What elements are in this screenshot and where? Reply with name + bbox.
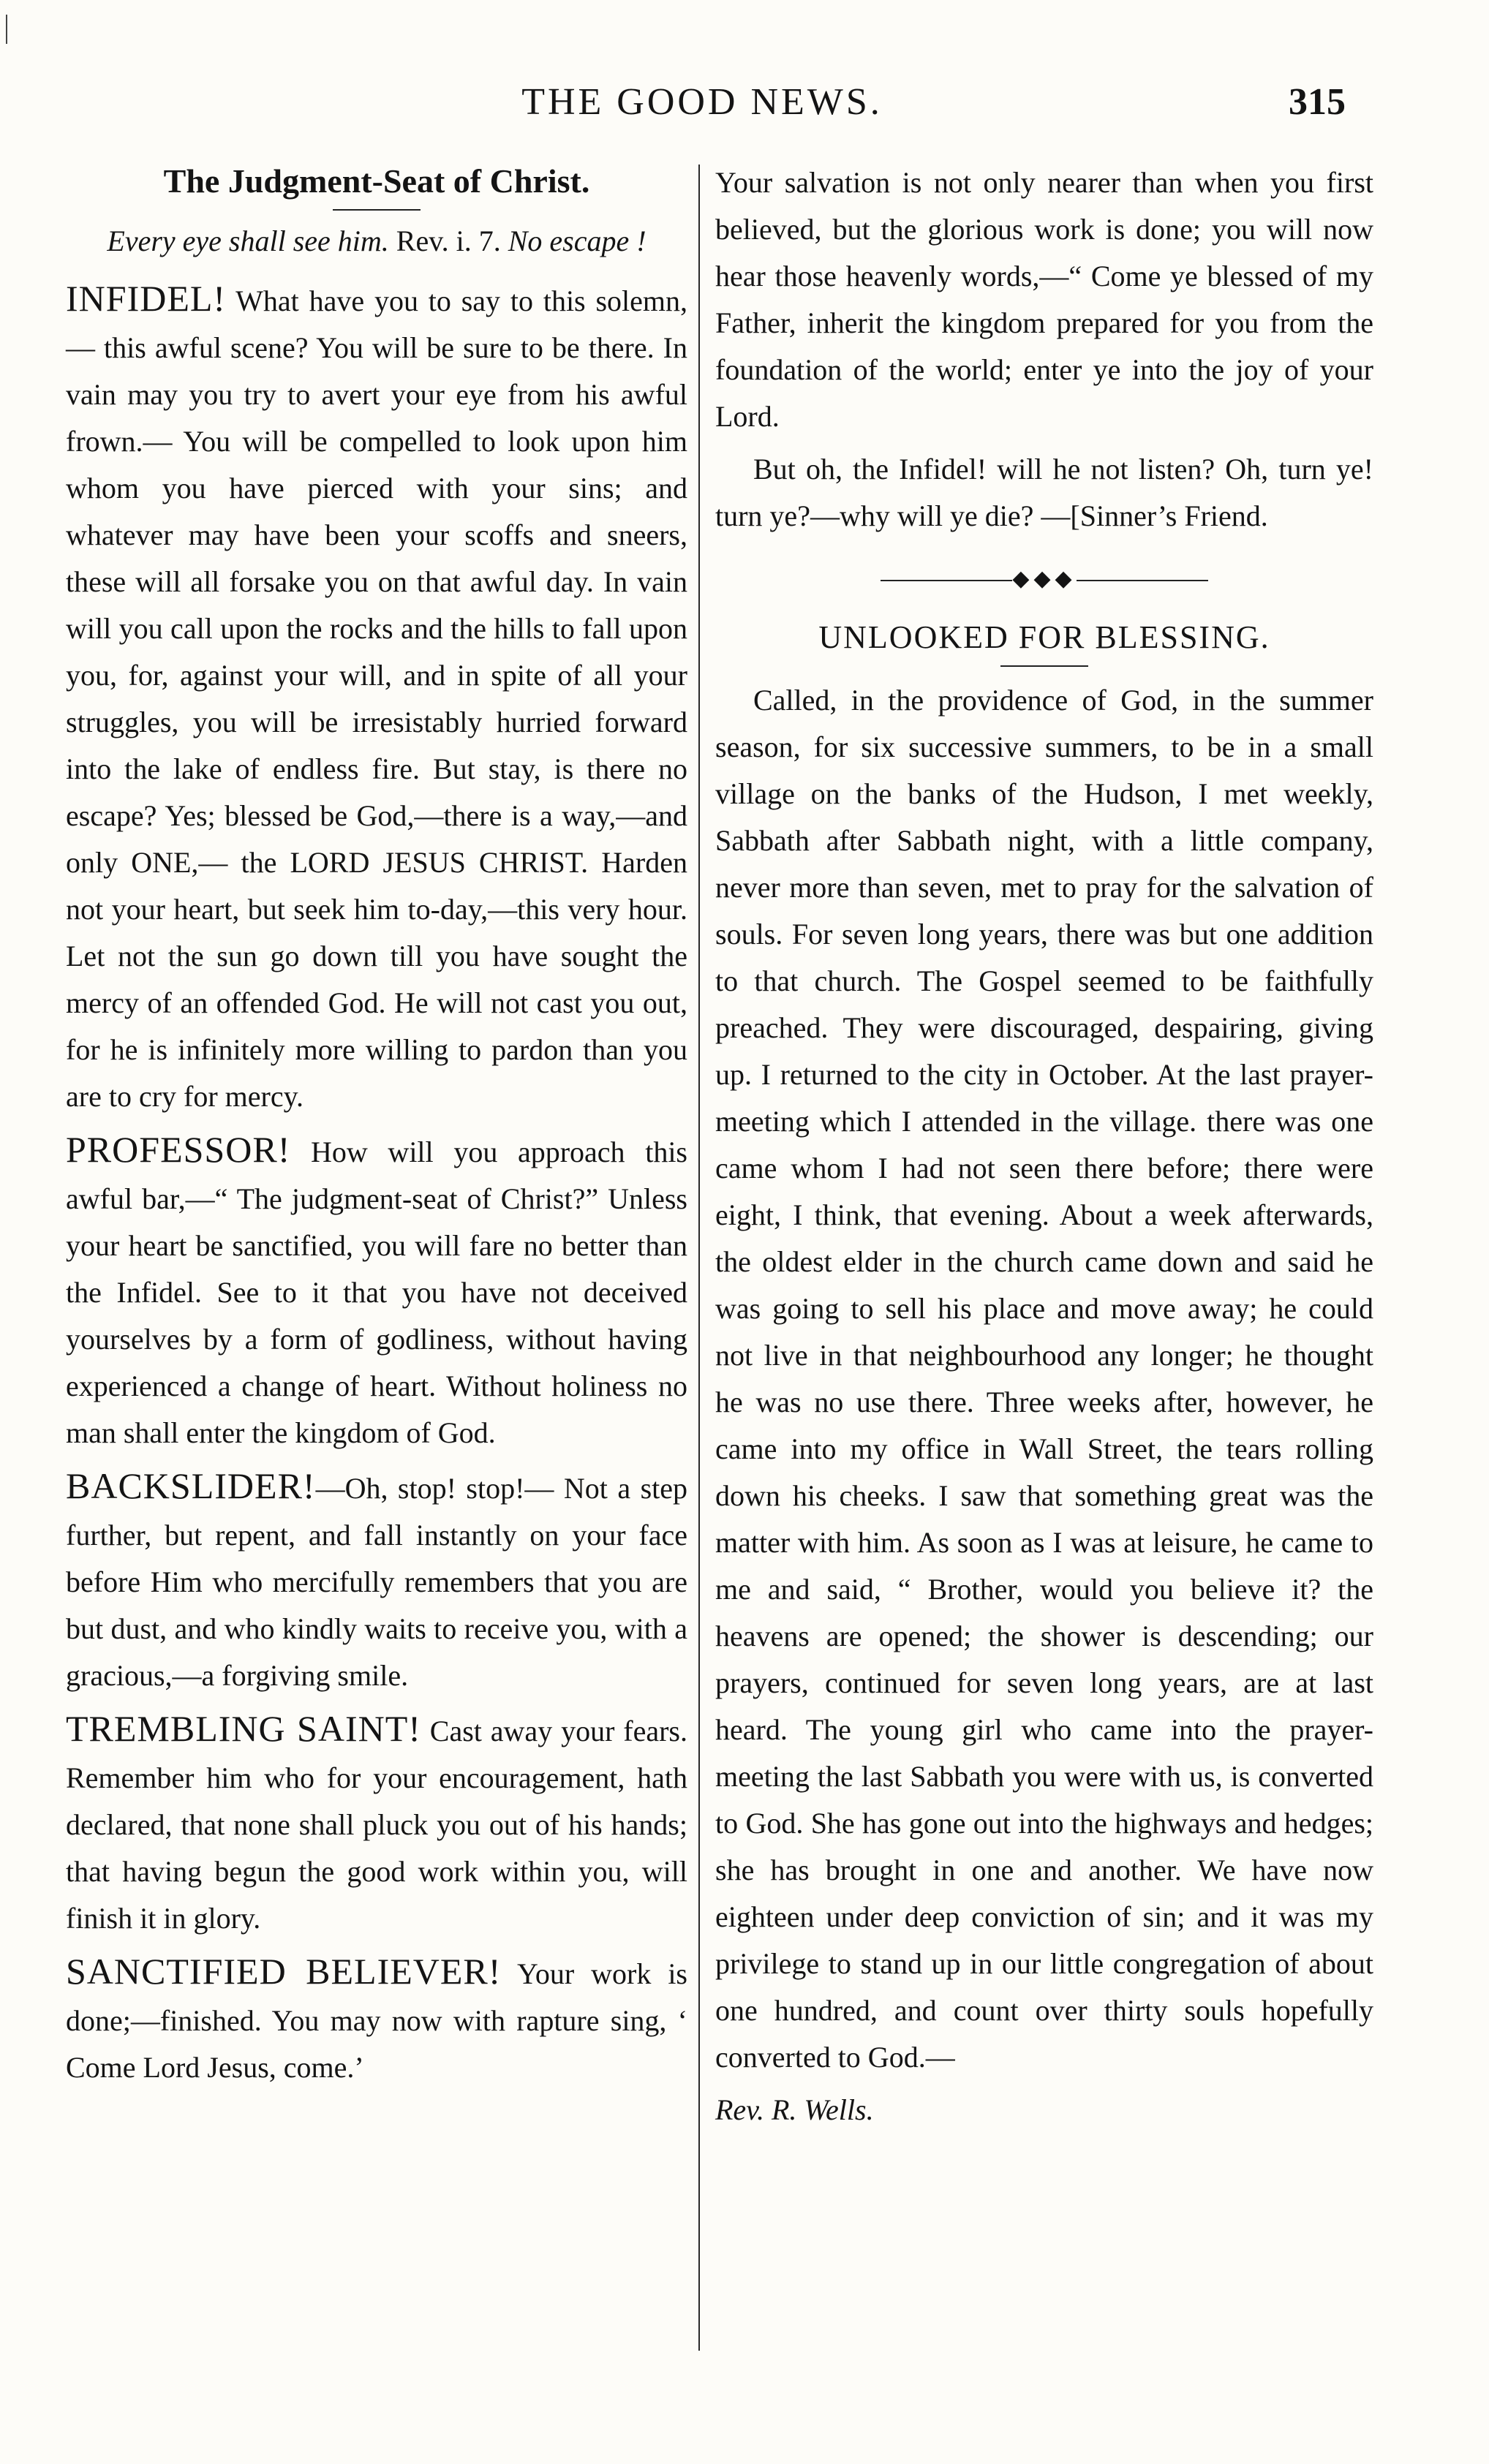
body-backslider: —Oh, stop! stop!— Not a step further, but repent, and fall instantly on your face before Him who mercifully remembers that you are but dust, and who kindly waits to receive you, with a gracious,—a forgiving smile. [66,1472,687,1692]
paragraph-professor [66,1126,687,1456]
paragraph-sanctified-believer [66,1948,687,2091]
lead-infidel: INFIDEL! [66,278,227,319]
section-ornament: ◆◆◆ [715,556,1373,602]
section-title: UNLOOKED FOR BLESSING. [818,619,1270,655]
lead-backslider: BACKSLIDER! [66,1465,316,1506]
running-title: THE GOOD NEWS. [521,81,883,123]
body-infidel: What have you to say to this solemn,— this awful scene? You will be sure to be there. In vain may you try to avert your eye from his awful frown.— You will be compelled to look upon him whom you have pierced with your sins; and whatever may have been your scoffs and sneers, these will all forsake you on that awful day. In vain will you call upon the rocks and the hills to fall upon you, for, against your will, and in spite of all your struggles, you will be irresistably hurried forward into the lake of endless fire. But stay, is there no escape? Yes; blessed be God,—there is a way,—and only ONE,— the LORD JESUS CHRIST. Harden not your heart, but seek him to-day,—this very hour. Let not the sun go down till you have sought the mercy of an offended God. He will not cast you out, for he is infinitely more willing to pardon than you are to cry for mercy. [66,284,687,1113]
blessing-body: Called, in the providence of God, in the summer season, for six successive summers, to be in a small village on the banks of the Hudson, I met weekly, Sabbath after Sabbath night, with a little company, never more than seven, met to pray for the salvation of souls. For seven long years, there was but one addition to that church. The Gospel seemed to be faithfully preached. They were discouraged, despairing, giving up. I returned to the city in October. At the last prayer-meeting which I attended in the village. there was one came whom I had not seen there before; there were eight, I think, that evening. About a week afterwards, the oldest elder in the church came down and said he was going to sell his place and move away; he could not live in that neighbourhood any longer; he thought he was no use there. Three weeks after, however, he came into my office in Wall Street, the tears rolling down his cheeks. I saw that something great was the matter with him. As soon as I was at leisure, he came to me and said, “ Brother, would you believe it? the heavens are opened; the shower is descending; our prayers, continued for seven long years, are at last heard. The young girl who came into the prayer-meeting the last Sabbath you were with us, is converted to God. She has gone out into the highways and hedges; she has brought in one and another. We have now eighteen under deep conviction of sin; and it was my privilege to stand up in our little congregation of about one hundred, and count over thirty souls hopefully converted to God.— [715,684,1373,2074]
body-sanctified-believer: Your work is done;—finished. You may now with rapture sing, ‘ Come Lord Jesus, come.’ [66,1957,687,2084]
right-column [715,159,1373,2139]
section-rule [1000,665,1088,667]
epigraph-text: Every eye shall see him. [107,224,389,257]
paragraph-infidel [66,275,687,1120]
ornament-line-right [1077,580,1208,581]
running-head [66,80,1346,139]
ornament-line-left [881,580,1012,581]
page-number: 315 [1289,81,1346,123]
paragraph-trembling-saint [66,1705,687,1942]
continued-paragraph-2: But oh, the Infidel! will he not listen? Oh, turn ye! turn ye?—why will ye die? —[Sinner’s Friend. [715,453,1373,532]
column-divider [698,165,700,2351]
paragraph-backslider [66,1462,687,1699]
margin-mark [6,15,7,44]
epigraph [66,221,687,262]
lead-sanctified-believer: SANCTIFIED BELIEVER! [66,1951,502,1992]
continued-paragraph-1: Your salvation is not only nearer than when you first believed, but the glorious work is done; you will now hear those heavenly words,—“ Come ye blessed of my Father, inherit the kingdom prepared for you from the foundation of the world; enter ye into the joy of your Lord. [715,166,1373,433]
body-professor: How will you approach this awful bar,—“ The judgment-seat of Christ?” Unless your heart be sanctified, you will fare no better than the Infidel. See to it that you have not deceived yourselves by a form of godliness, without having experienced a change of heart. Without holiness no man shall enter the kingdom of God. [66,1135,687,1449]
title-rule [333,209,421,211]
left-column [66,159,687,2097]
epigraph-tail: No escape ! [508,224,647,257]
body-trembling-saint: Cast away your fears. Remember him who for your encouragement, hath declared, that none shall pluck you out of his hands; that having begun the good work within you, will finish it in glory. [66,1715,687,1935]
epigraph-ref: Rev. i. 7. [396,224,501,257]
article-title: The Judgment-Seat of Christ. [163,162,590,200]
lead-professor: PROFESSOR! [66,1129,291,1170]
signature: Rev. R. Wells. [715,2093,874,2126]
lead-trembling-saint: TREMBLING SAINT! [66,1708,421,1749]
